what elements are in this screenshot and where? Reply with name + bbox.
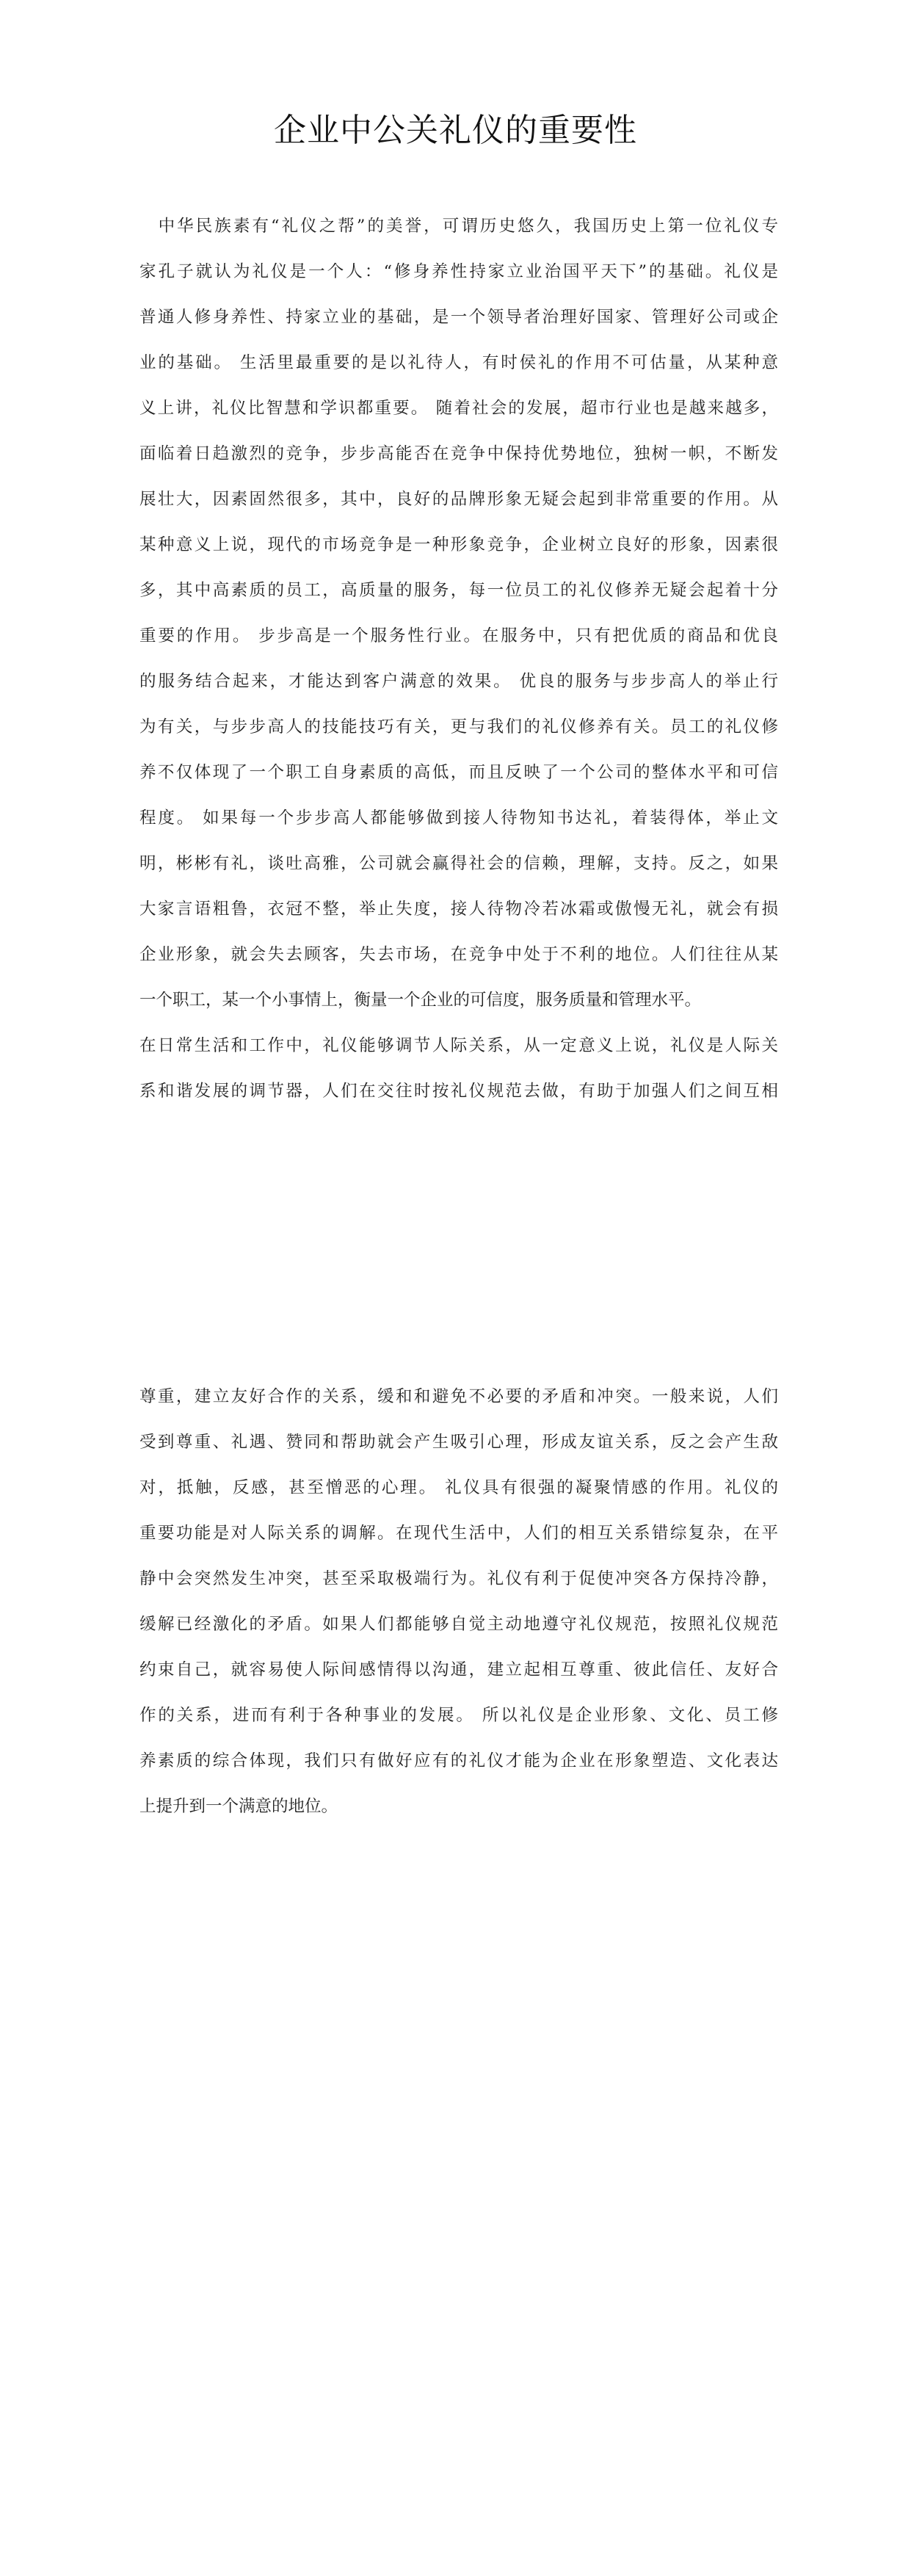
text-line: 养不仅体现了一个职工自身素质的高低，而且反映了一个公司的整体水平和可信 — [139, 763, 778, 782]
text-line: 重要的作用。 步步高是一个服务性行业。在服务中，只有把优质的商品和优良 — [139, 626, 778, 645]
text-line: 业的基础。 生活里最重要的是以礼待人，有时侯礼的作用不可估量，从某种意 — [139, 353, 778, 372]
text-line: 家孔子就认为礼仪是一个人：“修身养性持家立业治国平天下”的基础。礼仪是 — [139, 262, 778, 281]
text-line: 面临着日趋激烈的竞争，步步高能否在竞争中保持优势地位，独树一帜，不断发 — [139, 444, 778, 463]
text-line: 重要功能是对人际关系的调解。在现代生活中，人们的相互关系错综复杂，在平 — [139, 1524, 778, 1543]
text-line: 对，抵触，反感，甚至憎恶的心理。 礼仪具有很强的凝聚情感的作用。礼仪的 — [139, 1478, 778, 1497]
document-title: 企业中公关礼仪的重要性 — [274, 112, 637, 149]
text-line: 中华民族素有“礼仪之帮”的美誉，可谓历史悠久，我国历史上第一位礼仪专 — [139, 217, 778, 236]
text-line: 为有关，与步步高人的技能技巧有关，更与我们的礼仪修养有关。员工的礼仪修 — [139, 717, 778, 737]
text-line: 企业形象，就会失去顾客，失去市场，在竞争中处于不利的地位。人们往往从某 — [139, 945, 778, 964]
text-line: 约束自己，就容易使人际间感情得以沟通，建立起相互尊重、彼此信任、友好合 — [139, 1660, 778, 1679]
text-line: 展壮大，因素固然很多，其中，良好的品牌形象无疑会起到非常重要的作用。从 — [139, 490, 778, 509]
text-line: 尊重，建立友好合作的关系，缓和和避免不必要的矛盾和冲突。一般来说，人们 — [139, 1387, 778, 1406]
text-line: 义上讲，礼仪比智慧和学识都重要。 随着社会的发展，超市行业也是越来越多， — [139, 399, 778, 418]
text-line: 多，其中高素质的员工，高质量的服务，每一位员工的礼仪修养无疑会起着十分 — [139, 581, 778, 600]
text-line: 程度。 如果每一个步步高人都能够做到接人待物知书达礼，着装得体，举止文 — [139, 808, 778, 828]
text-line: 在日常生活和工作中，礼仪能够调节人际关系，从一定意义上说，礼仪是人际关 — [139, 1036, 778, 1055]
text-line: 系和谐发展的调节器，人们在交往时按礼仪规范去做，有助于加强人们之间互相 — [139, 1082, 778, 1101]
text-line: 上提升到一个满意的地位。 — [139, 1797, 338, 1816]
text-line: 静中会突然发生冲突，甚至采取极端行为。礼仪有利于促使冲突各方保持冷静， — [139, 1569, 778, 1588]
text-line: 一个职工，某一个小事情上，衡量一个企业的可信度，服务质量和管理水平。 — [139, 991, 702, 1010]
text-line: 缓解已经激化的矛盾。如果人们都能够自觉主动地遵守礼仪规范，按照礼仪规范 — [139, 1615, 778, 1634]
text-line: 普通人修身养性、持家立业的基础，是一个领导者治理好国家、管理好公司或企 — [139, 308, 778, 327]
text-line: 受到尊重、礼遇、赞同和帮助就会产生吸引心理，形成友谊关系，反之会产生敌 — [139, 1433, 778, 1452]
text-line: 明，彬彬有礼，谈吐高雅，公司就会赢得社会的信赖，理解，支持。反之，如果 — [139, 854, 778, 873]
text-line: 某种意义上说，现代的市场竞争是一种形象竞争，企业树立良好的形象，因素很 — [139, 535, 778, 554]
text-line: 大家言语粗鲁，衣冠不整，举止失度，接人待物冷若冰霜或傲慢无礼，就会有损 — [139, 900, 778, 919]
text-line: 的服务结合起来，才能达到客户满意的效果。 优良的服务与步步高人的举止行 — [139, 672, 778, 691]
text-line: 养素质的综合体现，我们只有做好应有的礼仪才能为企业在形象塑造、文化表达 — [139, 1751, 778, 1770]
text-line: 作的关系，进而有利于各种事业的发展。 所以礼仪是企业形象、文化、员工修 — [139, 1706, 778, 1725]
